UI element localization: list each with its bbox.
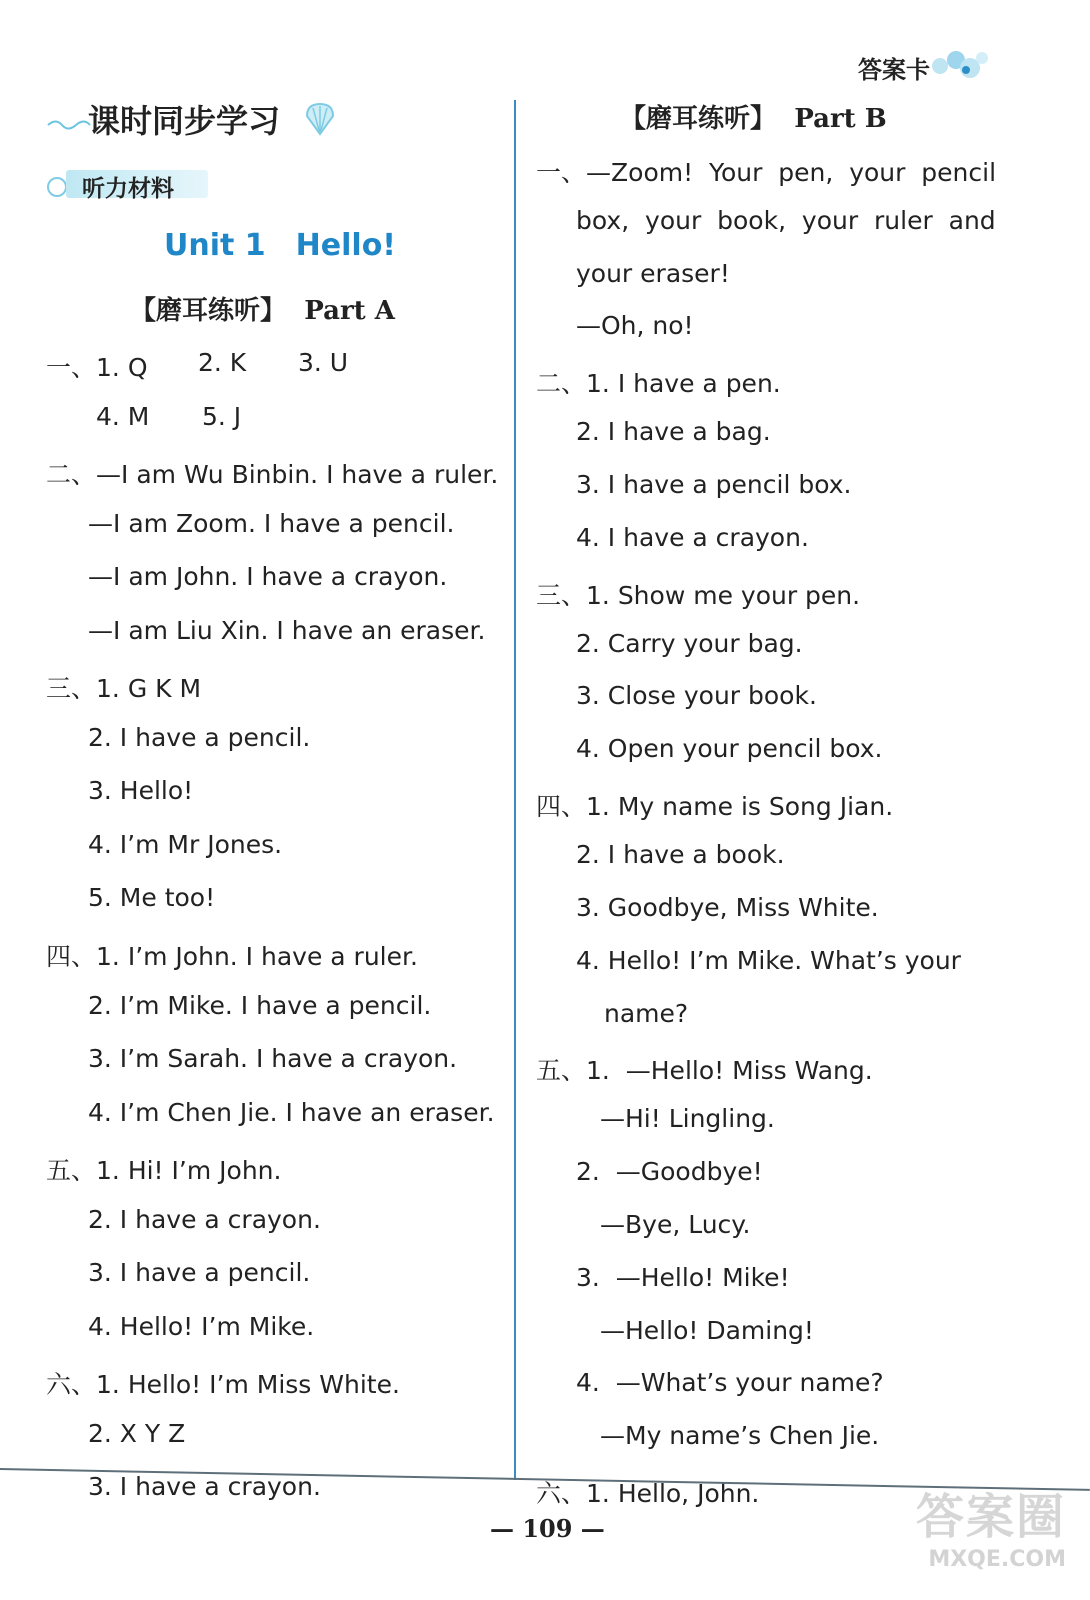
right-line-16: 4. Hello! I’m Mike. What’s your: [576, 946, 961, 975]
bubbles-icon: [930, 48, 990, 82]
right-line-21: —Bye, Lucy.: [600, 1210, 751, 1239]
left-line-18: 4. I’m Chen Jie. I have an eraser.: [88, 1098, 495, 1127]
right-line-20: 2. —Goodbye!: [576, 1157, 763, 1186]
left-line-23: 六、1. Hello! I’m Miss White.: [46, 1370, 400, 1399]
column-divider: [514, 100, 516, 1480]
shell-icon: [304, 102, 336, 136]
right-line-1: 一、—Zoom! Your pen, your pencil: [536, 158, 997, 187]
watermark-cn: 答案圈: [915, 1489, 1066, 1545]
left-line-4: 4. M: [96, 402, 150, 431]
left-line-17: 3. I’m Sarah. I have a crayon.: [88, 1044, 458, 1073]
right-line-9: 三、1. Show me your pen.: [536, 581, 861, 610]
left-line-11: 2. I have a pencil.: [88, 723, 311, 752]
left-line-2: 2. K: [198, 348, 247, 377]
right-line-24: 4. —What’s your name?: [576, 1368, 884, 1397]
sub-title: 听力材料: [82, 176, 174, 202]
left-line-16: 2. I’m Mike. I have a pencil.: [88, 991, 432, 1020]
left-line-13: 4. I’m Mr Jones.: [88, 830, 283, 859]
right-line-2: box, your book, your ruler and: [576, 206, 996, 235]
left-line-10: 三、1. G K M: [46, 674, 202, 703]
left-line-5: 5. J: [202, 402, 242, 431]
right-line-22: 3. —Hello! Mike!: [576, 1263, 790, 1292]
unit-title-name: Hello!: [295, 228, 396, 263]
right-line-19: —Hi! Lingling.: [600, 1104, 775, 1133]
right-line-26: 六、1. Hello, John.: [536, 1479, 760, 1508]
left-line-21: 3. I have a pencil.: [88, 1258, 311, 1287]
page-number: — 109 —: [490, 1514, 605, 1543]
unit-title: [164, 228, 396, 263]
right-line-23: —Hello! Daming!: [600, 1316, 814, 1345]
right-heading-cn: 【磨耳练听】: [620, 104, 777, 134]
right-line-12: 4. Open your pencil box.: [576, 734, 883, 763]
left-line-24: 2. X Y Z: [88, 1419, 186, 1448]
left-line-1: 一、1. Q: [46, 353, 148, 382]
watermark: [916, 1478, 1066, 1572]
left-heading-cn: 【磨耳练听】: [130, 296, 287, 326]
left-line-15: 四、1. I’m John. I have a ruler.: [46, 942, 418, 971]
right-line-5: 二、1. I have a pen.: [536, 369, 781, 398]
right-line-6: 2. I have a bag.: [576, 417, 771, 446]
left-line-3: 3. U: [298, 348, 349, 377]
right-line-10: 2. Carry your bag.: [576, 629, 803, 658]
left-line-22: 4. Hello! I’m Mike.: [88, 1312, 315, 1341]
left-line-7: —I am Zoom. I have a pencil.: [88, 509, 455, 538]
right-line-17: name?: [604, 999, 689, 1028]
left-line-25: 3. I have a crayon.: [88, 1472, 321, 1501]
section-title: 课时同步学习: [88, 102, 281, 140]
left-line-9: —I am Liu Xin. I have an eraser.: [88, 616, 486, 645]
left-line-20: 2. I have a crayon.: [88, 1205, 321, 1234]
left-line-12: 3. Hello!: [88, 776, 194, 805]
right-heading-en: Part B: [794, 104, 887, 134]
left-line-6: 二、—I am Wu Binbin. I have a ruler.: [46, 460, 499, 489]
circle-icon: [46, 176, 68, 198]
right-line-8: 4. I have a crayon.: [576, 523, 809, 552]
unit-title-number: Unit 1: [164, 228, 266, 263]
right-line-4: —Oh, no!: [576, 311, 694, 340]
watermark-en: MXQE.COM: [928, 1547, 1066, 1572]
right-line-11: 3. Close your book.: [576, 681, 817, 710]
right-line-13: 四、1. My name is Song Jian.: [536, 792, 894, 821]
right-line-15: 3. Goodbye, Miss White.: [576, 893, 879, 922]
left-line-14: 5. Me too!: [88, 883, 216, 912]
answer-card-label: 答案卡: [858, 56, 930, 84]
right-line-3: your eraser!: [576, 259, 730, 288]
left-heading: [130, 290, 395, 327]
right-line-25: —My name’s Chen Jie.: [600, 1421, 880, 1450]
right-line-14: 2. I have a book.: [576, 840, 785, 869]
right-line-18: 五、1. —Hello! Miss Wang.: [536, 1056, 873, 1085]
right-line-7: 3. I have a pencil box.: [576, 470, 852, 499]
left-line-8: —I am John. I have a crayon.: [88, 562, 448, 591]
left-line-19: 五、1. Hi! I’m John.: [46, 1156, 282, 1185]
left-heading-en: Part A: [304, 296, 395, 326]
right-heading: [620, 98, 887, 135]
